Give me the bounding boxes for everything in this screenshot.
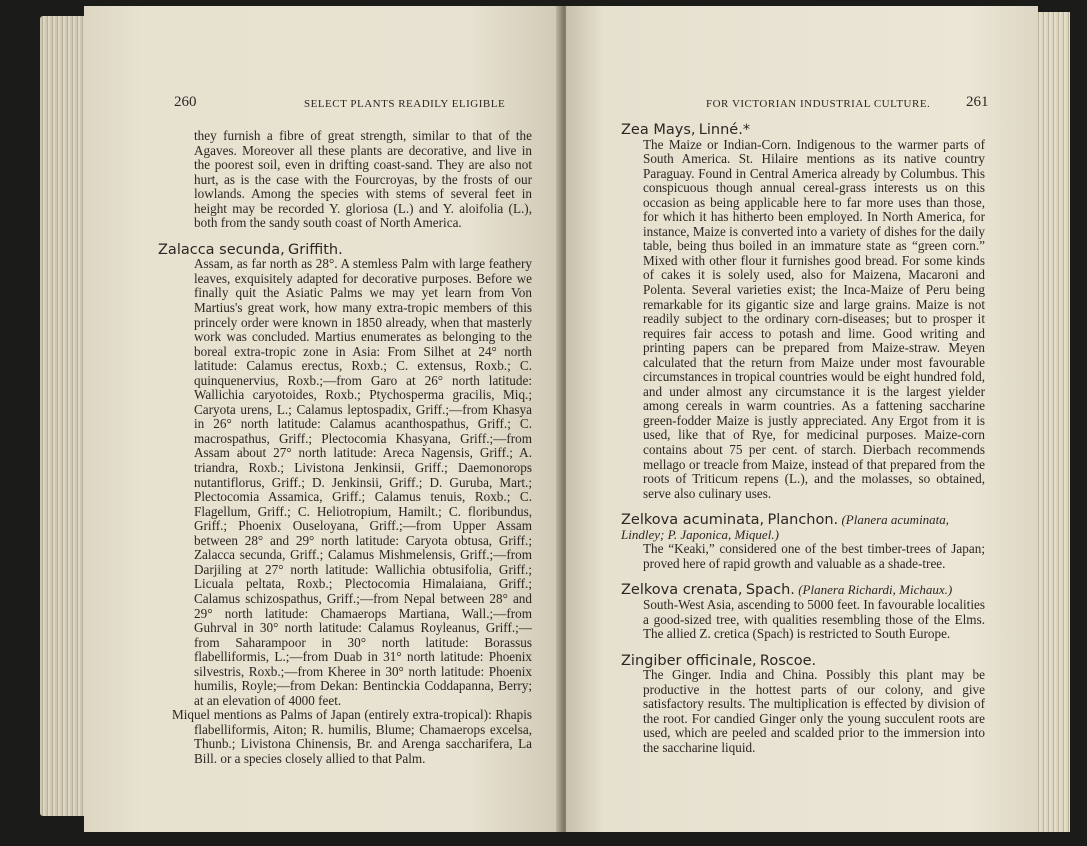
running-head: SELECT PLANTS READILY ELIGIBLE: [304, 98, 506, 110]
continuation-paragraph: they furnish a fibre of great strength, similar to that of the Agaves. Moreover all these plants are decorative, and live in the poorest soil, even in drifting coast-sand. They are also not hurt, as is the case with the Fourcroyas, by the frosts of our lowlands. Among the species with stems of several feet in height may be recorded Y. gloriosa (L.) and Y. aloifolia (L.), both from the sandy south coast of North America.: [194, 128, 532, 231]
entry-name: Zalacca secunda,: [158, 241, 285, 258]
entry-name: Zelkova crenata,: [621, 582, 743, 599]
entry-body: Assam, as far north as 28°. A stemless Palm with large feathery leaves, exquisitely adapted for decorative purposes. Before we finally quit the Asiatic Palms we may yet learn from Von Martius's great work, how many extra-tropic members of this princely order were known in 1850 already, when that masterly work was concluded. Martius enumerates as belonging to the boreal extra-tropic zone in Asia: From Silhet at 24° north latitude: Calamus erectus, Roxb.; C. extensus, Roxb.; C. quinquenervius, Roxb.;—from Garo at 26° north latitude: Wallichia caryotoides, Roxb.; Ptychosperma gracilis, Miq.; Caryota urens, L.; Calamus leptospadix, Griff.;—from Khasya in 26° north latitude: Calamus acanthospathus, Griff.; C. macrospathus, Griff.; Plectocomia Khasyana, Griff.;—from Assam about 27° north latitude: Areca Nagensis, Griff.; A. triandra, Roxb.; Livistona Jenkinsii, Griff.; Daemonorops nutantiflorus, Griff.; D. Jenkinsii, Griff.; D. Guruba, Mart.; Plectocomia Assamica, Griff.; Calamus tenuis, Roxb.; C. Flagellum, Griff.; C. Heliotropium, Hamilt.; C. floribundus, Griff.; Phoenix Ouseloyana, Griff.;—from Upper Assam between 28° and 29° north latitude: Caryota obtusa, Griff.; Zalacca secunda, Griff.; Calamus Mishmelensis, Griff.;—from Darjiling at 27° north latitude: Wallichia obtusifolia, Griff.; Licuala peltata, Roxb.; Plectocomia Himalaiana, Griff.; Calamus schizospathus, Griff.;—from Nepal between 28° and 29° north latitude: Chamaerops Martiana, Wall.;—from Guhrval in 30° north latitude: Calamus Royleanus, Griff.;—from Saharampoor in 30° north latitude: Borassus flabelliformis, L.;—from Duab in 31° north latitude: Phoenix silvestris, Roxb.;—from Kheree in 30° north latitude: Phoenix humilis, Royle;—from Dekan: Bentinckia Coddapanna, Berry; at an elevation of 4000 feet.: [194, 256, 532, 708]
entry-body: The Ginger. India and China. Possibly this plant may be productive in the hottest parts of our colony, and give satisfactory results. The multiplication is effected by division of the root. For candied Ginger only the young succulent roots are used, which are peeled and scalded prior to the immersion into the saccharine liquid.: [643, 667, 985, 755]
entry-name: Zea Mays,: [621, 122, 696, 138]
entry-body: The Maize or Indian-Corn. Indigenous to the warmer parts of South America. St. Hilaire mentions as its native country Paraguay. Found in Central America already by Columbus. This conspicuous though annual cereal-grass interests us on this occasion as being applicable here to far more uses than those, for which it has hitherto been employed. In North America, for instance, Maize is converted into a variety of dishes for the daily table, being thus boiled in an immature state as “green corn.” Mixed with other flour it furnishes good bread. For some kinds of cakes it is solely used, also for Maizena, Macaroni and Polenta. Several varieties exist; the Inca-Maize of Peru being remarkable for its gigantic size and large grains. Maize is not readily subject to the ordinary corn-diseases; but to prosper it requires fair access to potash and lime. Good writing and printing papers can be prepared from Maize-straw. Meyen calculated that the return from Maize under most favourable circumstances in tropical countries would be eight hundred fold, and under almost any circumstance it is the largest yielder among cereals in warm countries. As a fattening saccharine green-fodder Maize is justly appreciated. Any Ergot from it is used, like that of Rye, for medicinal purposes. Maize-corn contains about 75 per cent. of starch. Dierbach recommends mellago or treacle from Maize, instead of that prepared from the roots of Triticum repens (L.), and the molasses, so obtained, serve also culinary uses.: [643, 136, 985, 501]
entry-author: Planchon.: [767, 512, 839, 529]
entry-zelkova-crenata: [621, 583, 985, 641]
entry-zingiber: [621, 654, 985, 756]
entry-name: Zelkova acuminata,: [621, 512, 765, 529]
entry-author: Roscoe.: [759, 652, 817, 669]
entry-synonyms: (Planera acuminata, Lindley; P. Japonica, Miquel.): [621, 512, 950, 542]
entry-synonyms: (Planera Richardi, Michaux.): [798, 582, 953, 598]
entry-body: South-West Asia, ascending to 5000 feet. In favourable localities a good-sized tree, with qualities resembling those of the Elms. The allied Z. cretica (Spach) is restricted to South Europe.: [643, 596, 985, 642]
page-number: 261: [966, 94, 989, 110]
entry-zea-mays: [621, 123, 985, 501]
entry-zalacca: [158, 241, 532, 709]
open-book: [40, 6, 1070, 838]
entry-body: The “Keaki,” considered one of the best timber-trees of Japan; proved here of rapid growth and valuable as a shade-tree.: [643, 541, 985, 571]
entry-author: Linné.*: [698, 122, 751, 138]
entry-name: Zingiber officinale,: [621, 652, 757, 669]
left-page: [84, 6, 564, 832]
running-head: FOR VICTORIAN INDUSTRIAL CULTURE.: [706, 98, 931, 110]
right-page: [566, 6, 1038, 832]
entry-author: Spach.: [745, 582, 795, 599]
miquel-paragraph: Miquel mentions as Palms of Japan (entirely extra-tropical): Rhapis flabelliformis, Aiton; R. humilis, Blume; Chamaerops excelsa, Thunb.; Livistona Chinensis, Br. and Arenga saccharifera, La Bill. or a species closely allied to that Palm.: [172, 707, 532, 766]
page-number: 260: [174, 94, 197, 110]
page-edges-right: [1036, 12, 1070, 832]
right-text-column: [621, 123, 985, 767]
continuation-entry: [172, 129, 532, 231]
entry-zelkova-acuminata: [621, 513, 985, 571]
entry-author: Griffith.: [288, 241, 343, 258]
left-text-column: [158, 128, 532, 767]
